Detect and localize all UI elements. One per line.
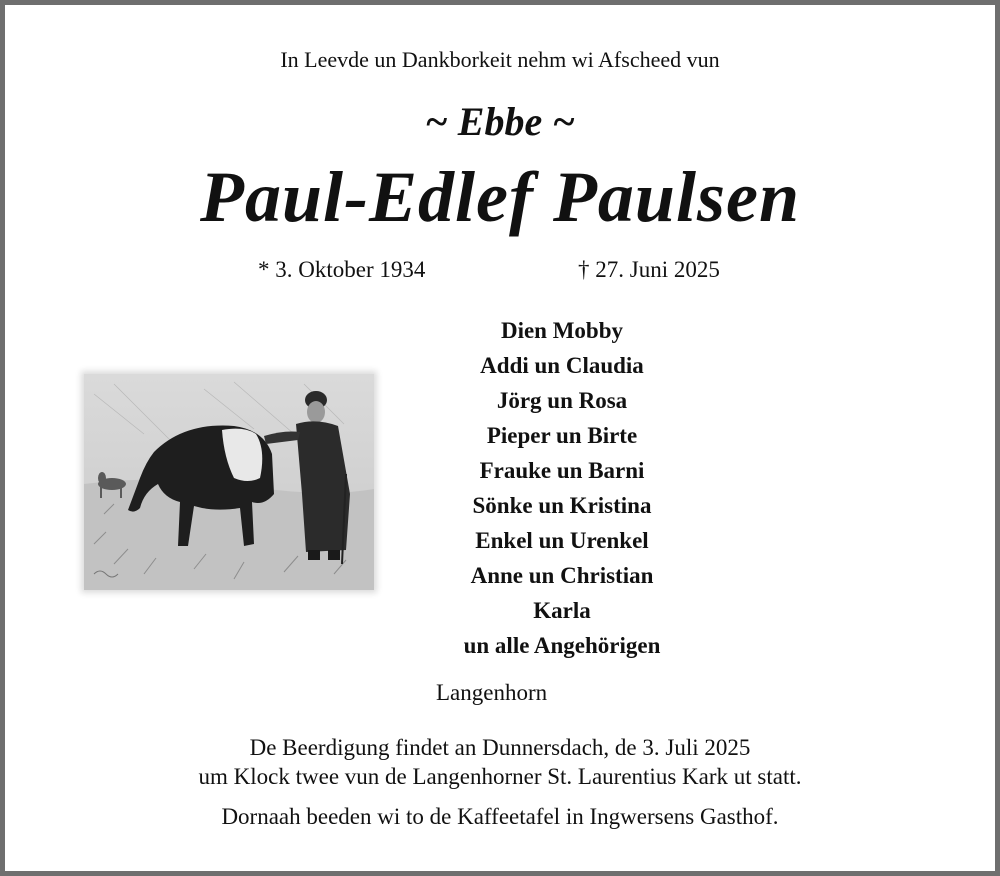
intro-text: In Leevde un Dankborkeit nehm wi Afscheed vun [280, 47, 720, 72]
nickname: ~ Ebbe ~ [424, 99, 576, 144]
mourner-name: Enkel un Urenkel [475, 528, 649, 553]
funeral-date-line: De Beerdigung findet an Dunnersdach, de 3. Juli 2025 [249, 735, 751, 760]
mourner-name: Frauke un Barni [479, 458, 645, 483]
mourner-name: Sönke un Kristina [472, 493, 652, 518]
mourner-name: Karla [533, 598, 591, 623]
farmer-with-cow-etching [84, 374, 374, 590]
mourner-name: Addi un Claudia [480, 353, 644, 378]
memorial-photo [84, 374, 374, 590]
deceased-name: Paul-Edlef Paulsen [199, 157, 800, 237]
death-date: † 27. Juni 2025 [578, 257, 720, 282]
birth-date: * 3. Oktober 1934 [258, 257, 426, 282]
mourner-name: Pieper un Birte [486, 423, 638, 448]
mourner-name: Jörg un Rosa [496, 388, 628, 413]
place-name: Langenhorn [436, 680, 548, 705]
mourners-list [412, 313, 712, 663]
funeral-location-line: um Klock twee vun de Langenhorner St. Laurentius Kark ut statt. [198, 764, 802, 789]
reception-invitation: Dornaah beeden wi to de Kaffeetafel in Ingwersens Gasthof. [221, 804, 779, 829]
mourner-name: Dien Mobby [500, 318, 624, 343]
mourner-name: un alle Angehörigen [463, 633, 661, 658]
mourner-name: Anne un Christian [470, 563, 654, 588]
